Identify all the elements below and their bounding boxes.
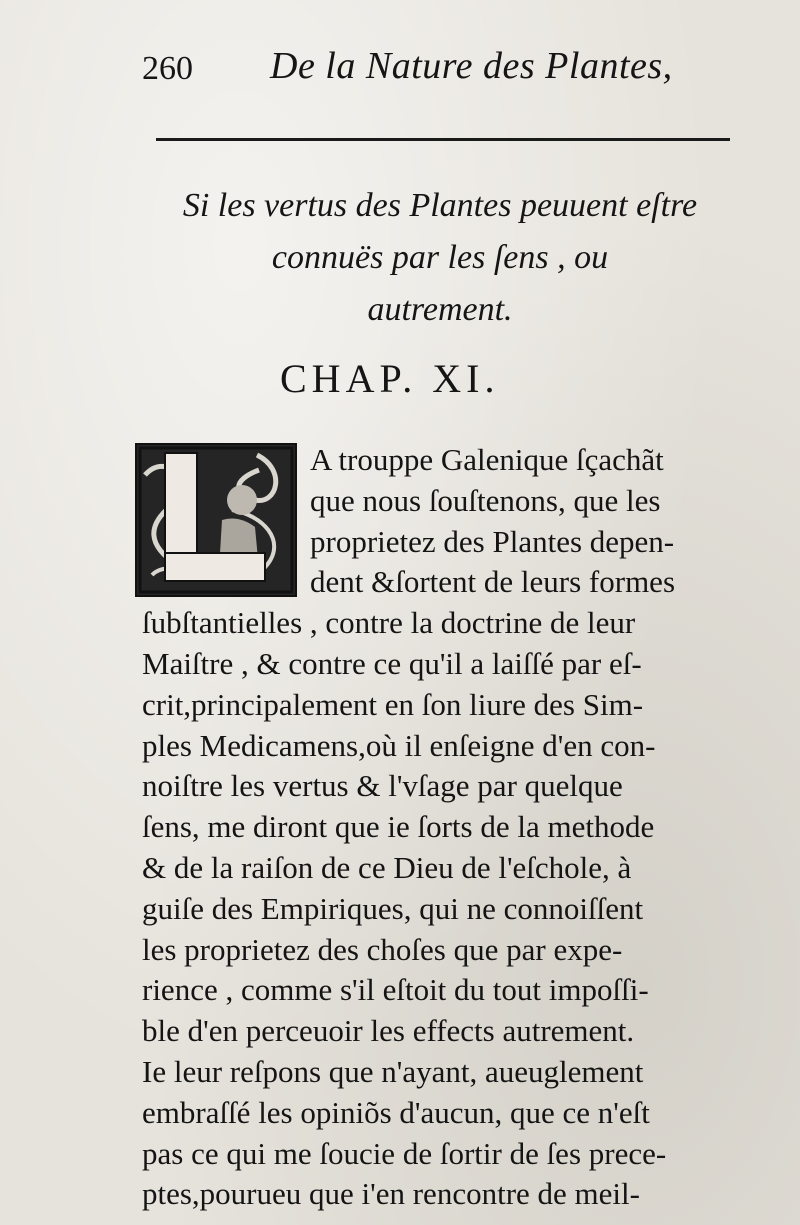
body-line: noiſtre les vertus & l'vſage par quelque	[142, 768, 623, 804]
body-line: Ie leur reſpons que n'ayant, aueuglement	[142, 1053, 644, 1089]
chapter-heading: CHAP. XI.	[280, 356, 500, 401]
body-line: proprietez des Plantes depen-	[310, 523, 675, 559]
body-line: embraſſé les opiniõs d'aucun, que ce n'eſt	[142, 1094, 650, 1130]
article-title-line: autrement.	[367, 291, 513, 328]
article-title	[135, 180, 745, 336]
body-line: A trouppe Galenique ſçachãt	[310, 442, 664, 477]
body-line: ples Medicamens,où il enſeigne d'en con-	[142, 727, 656, 763]
body-line: guiſe des Empiriques, qui ne connoiſſent	[142, 890, 644, 926]
running-head	[142, 42, 742, 92]
body-line: crit,principalement en ſon liure des Sim-	[142, 686, 644, 722]
body-text	[142, 440, 742, 1215]
running-title: De la Nature des Plantes,	[270, 45, 673, 87]
body-line: que nous ſouſtenons, que les	[310, 482, 661, 518]
article-title-line: connuës par les ſens , ou	[271, 239, 609, 276]
body-line: ſens, me diront que ie ſorts de la methode	[142, 809, 655, 845]
body-line: ble d'en perceuoir les effects autrement.	[142, 1013, 635, 1049]
body-line: les proprietez des choſes que par expe-	[142, 931, 623, 967]
body-line: ſubſtantielles , contre la doctrine de leur	[142, 605, 636, 641]
body-line: rience , comme s'il eſtoit du tout impoſſi-	[142, 972, 649, 1008]
header-rule	[156, 138, 730, 141]
body-line: dent &ſortent de leurs formes	[310, 564, 676, 600]
body-line: ptes,pourueu que i'en rencontre de meil-	[142, 1176, 640, 1212]
article-title-line: Si les vertus des Plantes peuuent eſtre	[182, 187, 698, 224]
body-line: pas ce qui me ſoucie de ſortir de ſes prece-	[142, 1135, 667, 1171]
body-line: & de la raiſon de ce Dieu de l'eſchole, à	[142, 849, 632, 885]
body-line: Maiſtre , & contre ce qu'il a laiſſé par eſ-	[142, 645, 642, 681]
page-number: 260	[142, 50, 193, 87]
